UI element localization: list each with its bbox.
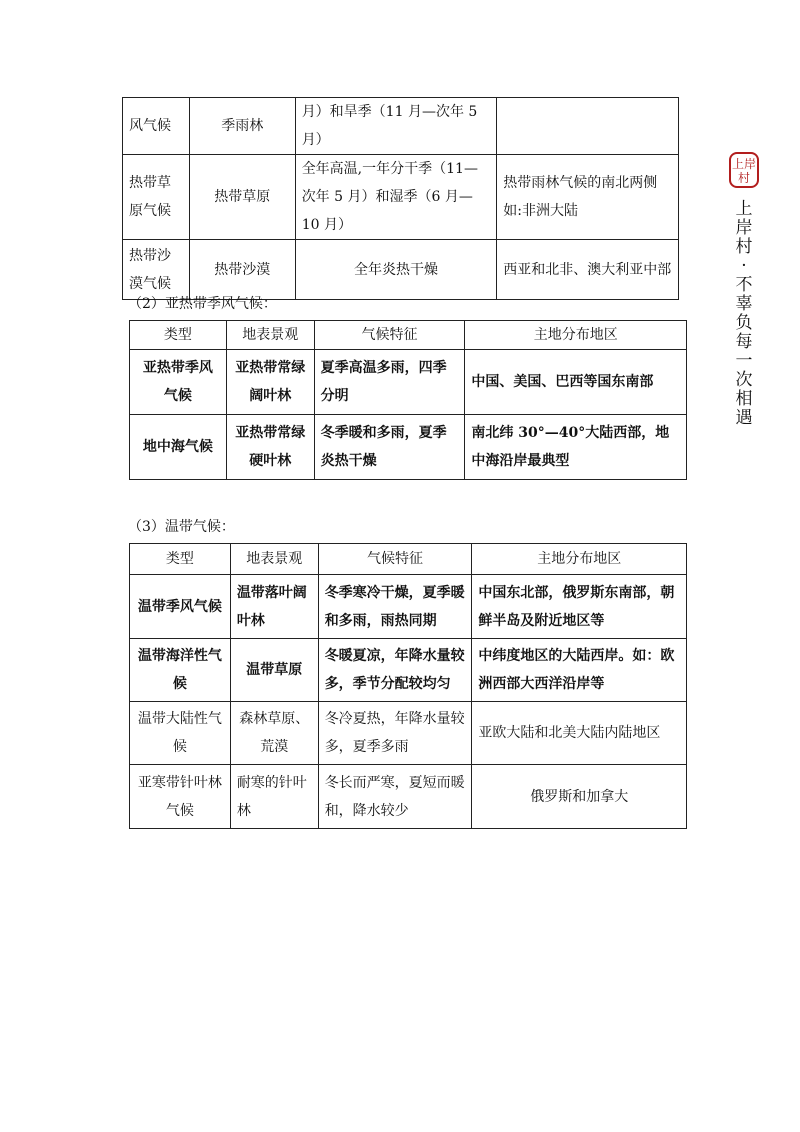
table-header-row xyxy=(130,321,687,350)
column-header: 地表景观 xyxy=(230,544,318,575)
landscape: 亚热带常绿硬叶林 xyxy=(226,415,314,480)
table-row xyxy=(123,240,679,300)
brand-seal: 上岸村 xyxy=(729,152,759,188)
distribution: 俄罗斯和加拿大 xyxy=(472,765,687,829)
distribution xyxy=(497,98,679,155)
climate-feature: 夏季高温多雨，四季分明 xyxy=(314,350,465,415)
column-header: 气候特征 xyxy=(318,544,472,575)
landscape: 森林草原、荒漠 xyxy=(230,702,318,765)
distribution: 中国、美国、巴西等国东南部 xyxy=(465,350,687,415)
climate-type: 热带草原气候 xyxy=(123,155,190,240)
climate-feature: 冬暖夏凉，年降水量较多，季节分配较均匀 xyxy=(318,639,472,702)
landscape: 季雨林 xyxy=(189,98,295,155)
landscape: 热带沙漠 xyxy=(189,240,295,300)
climate-feature: 月）和旱季（11 月—次年 5 月） xyxy=(295,98,497,155)
distribution: 西亚和北非、澳大利亚中部 xyxy=(497,240,679,300)
landscape: 温带草原 xyxy=(230,639,318,702)
table-row xyxy=(123,98,679,155)
column-header: 气候特征 xyxy=(314,321,465,350)
climate-type: 热带沙漠气候 xyxy=(123,240,190,300)
climate-feature: 冬季暖和多雨，夏季炎热干燥 xyxy=(314,415,465,480)
climate-type: 亚寒带针叶林气候 xyxy=(130,765,231,829)
column-header: 地表景观 xyxy=(226,321,314,350)
climate-type: 风气候 xyxy=(123,98,190,155)
table-row xyxy=(130,639,687,702)
distribution: 中国东北部，俄罗斯东南部，朝鲜半岛及附近地区等 xyxy=(472,575,687,639)
climate-feature: 全年高温,一年分干季（11—次年 5 月）和湿季（6 月—10 月） xyxy=(295,155,497,240)
tropical-climate-table xyxy=(122,97,679,300)
distribution: 热带雨林气候的南北两侧如:非洲大陆 xyxy=(497,155,679,240)
brand-slogan: 上岸村·不辜负每一次相遇 xyxy=(735,199,753,428)
climate-feature: 全年炎热干燥 xyxy=(295,240,497,300)
climate-feature: 冬冷夏热，年降水量较多，夏季多雨 xyxy=(318,702,472,765)
section-heading: （2）亚热带季风气候： xyxy=(128,296,277,312)
table-row xyxy=(130,350,687,415)
column-header: 类型 xyxy=(130,544,231,575)
subtropical-climate-table xyxy=(129,320,687,480)
climate-type: 温带季风气候 xyxy=(130,575,231,639)
climate-type: 亚热带季风气候 xyxy=(130,350,227,415)
landscape: 热带草原 xyxy=(189,155,295,240)
table-row xyxy=(123,155,679,240)
column-header: 主地分布地区 xyxy=(472,544,687,575)
temperate-climate-table xyxy=(129,543,687,829)
table-header-row xyxy=(130,544,687,575)
landscape: 耐寒的针叶林 xyxy=(230,765,318,829)
table-row xyxy=(130,702,687,765)
distribution: 中纬度地区的大陆西岸。如：欧洲西部大西洋沿岸等 xyxy=(472,639,687,702)
column-header: 类型 xyxy=(130,321,227,350)
table-row xyxy=(130,575,687,639)
climate-type: 地中海气候 xyxy=(130,415,227,480)
landscape: 亚热带常绿阔叶林 xyxy=(226,350,314,415)
climate-type: 温带海洋性气候 xyxy=(130,639,231,702)
section-heading: （3）温带气候： xyxy=(128,519,235,535)
climate-feature: 冬季寒冷干燥，夏季暖和多雨，雨热同期 xyxy=(318,575,472,639)
column-header: 主地分布地区 xyxy=(465,321,687,350)
distribution: 南北纬 30°—40°大陆西部，地中海沿岸最典型 xyxy=(465,415,687,480)
table-row xyxy=(130,415,687,480)
landscape: 温带落叶阔叶林 xyxy=(230,575,318,639)
table-row xyxy=(130,765,687,829)
climate-type: 温带大陆性气候 xyxy=(130,702,231,765)
distribution: 亚欧大陆和北美大陆内陆地区 xyxy=(472,702,687,765)
climate-feature: 冬长而严寒，夏短而暖和，降水较少 xyxy=(318,765,472,829)
brand-watermark xyxy=(724,152,764,428)
